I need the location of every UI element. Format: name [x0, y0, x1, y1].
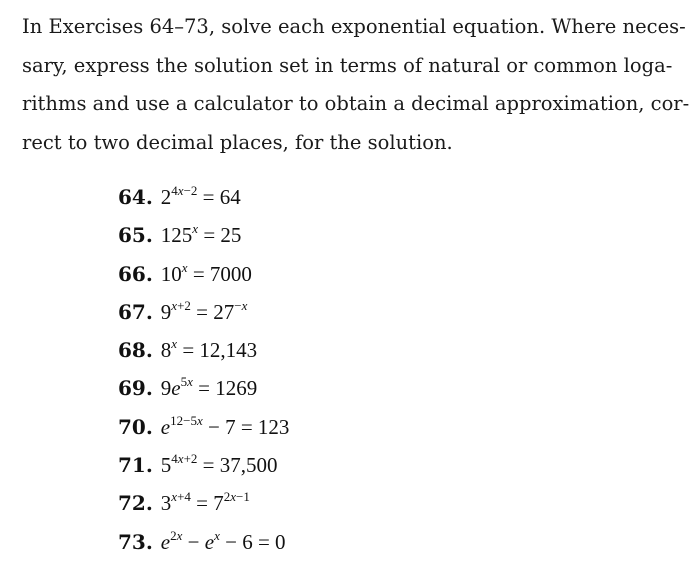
exercise-number: 68. [118, 338, 153, 363]
exercise-equation: $2^{4x-2} = 64$ [160, 183, 241, 209]
exercise-equation: $5^{4x+2} = 37,500$ [160, 451, 278, 478]
instructions-paragraph [22, 8, 690, 162]
exercise-equation: $3^{x+4} = 7^{2x-1}$ [160, 489, 250, 516]
exercise-equation: $125^x = 25$ [160, 221, 242, 248]
exercise-item [118, 527, 289, 568]
exercise-equation: $e^{2x} - e^x - 6 = 0$ [160, 527, 286, 554]
exercise-item [118, 259, 289, 300]
exercise-number: 70. [118, 414, 153, 439]
exercise-number: 71. [118, 453, 153, 478]
exercise-number: 66. [118, 261, 153, 286]
instructions-line: sary, express the solution set in terms of natural or common loga- [22, 53, 673, 77]
exercise-item [118, 412, 290, 453]
exercise-number: 73. [118, 529, 153, 554]
exercise-list [118, 185, 289, 568]
exercise-equation: $9^{x+2} = 27^{-x}$ [160, 297, 248, 324]
exercise-equation: $9e^{5x} = 1269$ [160, 374, 258, 401]
exercise-number: 67. [118, 299, 153, 324]
exercise-equation: $e^{12-5x} - 7 = 123$ [160, 412, 290, 439]
exercise-item [118, 453, 289, 491]
exercise-equation: $10^x = 7000$ [160, 259, 252, 286]
exercise-item [118, 185, 289, 223]
exercise-number: 64. [118, 185, 153, 209]
exercise-equation: $8^x = 12,143$ [160, 336, 258, 363]
exercise-item [118, 223, 289, 261]
exercise-item [118, 376, 289, 414]
exercise-item [118, 491, 289, 529]
exercise-number: 69. [118, 376, 153, 401]
exercise-item [118, 297, 289, 338]
instructions-line: In Exercises 64–73, solve each exponential equation. Where neces- [22, 15, 686, 38]
exercise-item [118, 338, 289, 376]
exercise-number: 65. [118, 223, 153, 248]
exercise-number: 72. [118, 491, 153, 516]
instructions-line: rect to two decimal places, for the solution. [22, 130, 453, 154]
instructions-line: rithms and use a calculator to obtain a decimal approximation, cor- [22, 92, 690, 115]
